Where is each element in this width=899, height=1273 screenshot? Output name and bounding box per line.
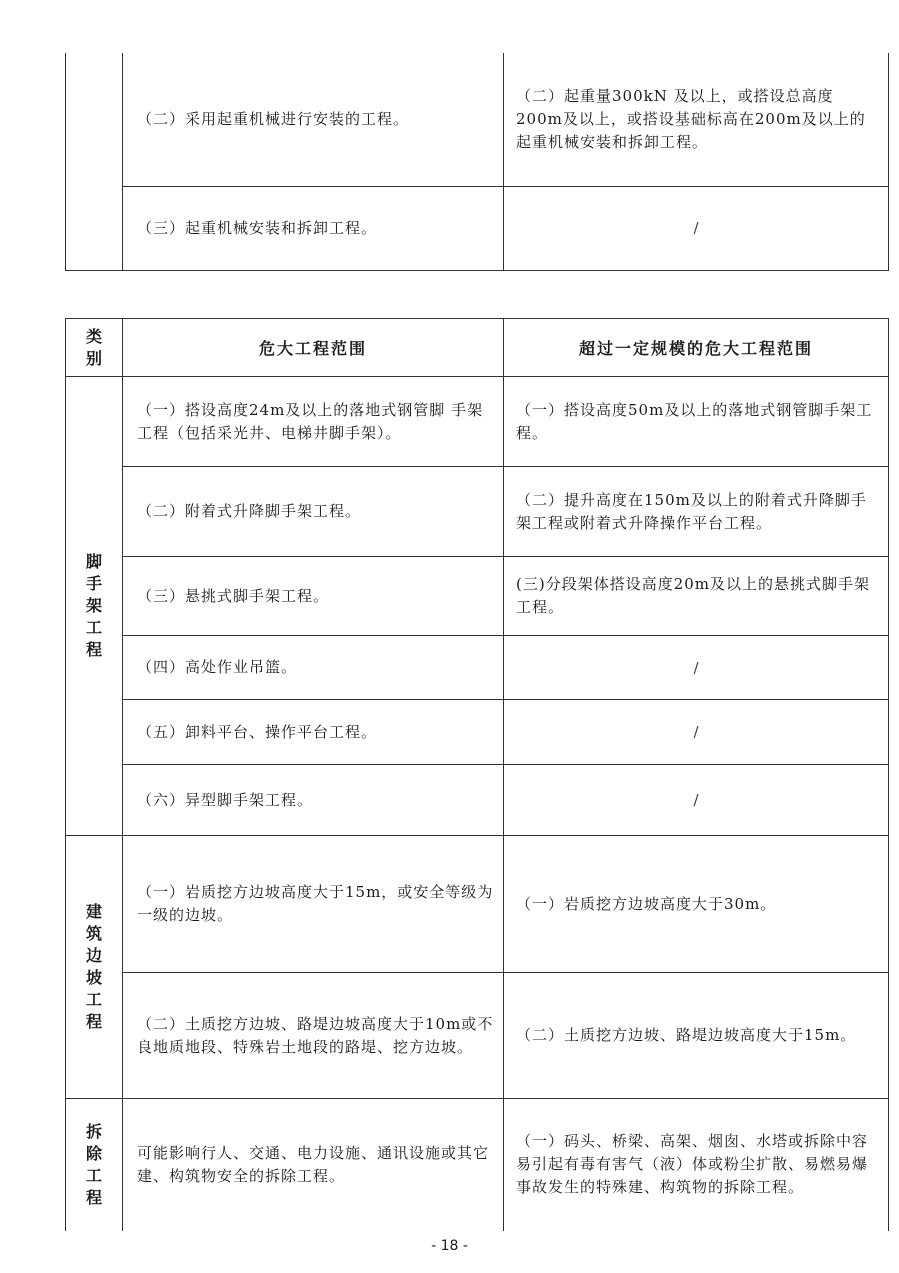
- over-scope-cell: (三)分段架体搭设高度20m及以上的悬挑式脚手架工程。: [504, 557, 889, 636]
- category-cell-continued: [66, 53, 123, 270]
- table-row: [66, 973, 889, 1099]
- header-category: 类别: [66, 319, 123, 377]
- over-scope-cell: （一）码头、桥梁、高架、烟囱、水塔或拆除中容易引起有毒有害气（液）体或粉尘扩散、易燃易爆事故发生的特殊建、构筑物的拆除工程。: [504, 1099, 889, 1231]
- scope-cell: （一）岩质挖方边坡高度大于15m，或安全等级为一级的边坡。: [123, 836, 504, 973]
- over-scope-cell: （一）岩质挖方边坡高度大于30m。: [504, 836, 889, 973]
- scope-cell: （二）采用起重机械进行安装的工程。: [123, 53, 504, 186]
- table-row: [66, 765, 889, 836]
- over-scope-cell: /: [504, 186, 889, 270]
- page-number: - 18 -: [431, 1238, 468, 1254]
- category-demolition: 拆除工程: [66, 1099, 123, 1231]
- scope-cell: （二）土质挖方边坡、路堤边坡高度大于10m或不良地质地段、特殊岩土地段的路堤、挖方边坡。: [123, 973, 504, 1099]
- scope-cell: （一）搭设高度24m及以上的落地式钢管脚 手架工程（包括采光井、电梯井脚手架）。: [123, 377, 504, 467]
- scope-cell: （四）高处作业吊篮。: [123, 636, 504, 700]
- table-row: [66, 636, 889, 700]
- over-scope-cell: /: [504, 765, 889, 836]
- table-row: [66, 836, 889, 973]
- table-header-row: [66, 319, 889, 377]
- scope-cell: （五）卸料平台、操作平台工程。: [123, 700, 504, 765]
- table-row: [66, 377, 889, 467]
- hazard-scope-table: [65, 318, 889, 1231]
- scope-cell: （三）悬挑式脚手架工程。: [123, 557, 504, 636]
- table-row: [66, 467, 889, 557]
- continued-table: [65, 53, 889, 271]
- scope-cell: 可能影响行人、交通、电力设施、通讯设施或其它建、构筑物安全的拆除工程。: [123, 1099, 504, 1231]
- scope-cell: （六）异型脚手架工程。: [123, 765, 504, 836]
- table-row: [66, 1099, 889, 1231]
- over-scope-cell: （二）起重量300kN 及以上，或搭设总高度200m及以上，或搭设基础标高在200m及以上的起重机械安装和拆卸工程。: [504, 53, 889, 186]
- scope-cell: （三）起重机械安装和拆卸工程。: [123, 186, 504, 270]
- over-scope-cell: /: [504, 700, 889, 765]
- table-row: [66, 53, 889, 186]
- header-over-scope: 超过一定规模的危大工程范围: [504, 319, 889, 377]
- over-scope-cell: （一）搭设高度50m及以上的落地式钢管脚手架工程。: [504, 377, 889, 467]
- scope-cell: （二）附着式升降脚手架工程。: [123, 467, 504, 557]
- over-scope-cell: （二）提升高度在150m及以上的附着式升降脚手架工程或附着式升降操作平台工程。: [504, 467, 889, 557]
- category-slope: 建筑边坡工程: [66, 836, 123, 1099]
- over-scope-cell: （二）土质挖方边坡、路堤边坡高度大于15m。: [504, 973, 889, 1099]
- header-scope: 危大工程范围: [123, 319, 504, 377]
- table-row: [66, 186, 889, 270]
- over-scope-cell: /: [504, 636, 889, 700]
- category-scaffold: 脚手架工程: [66, 377, 123, 836]
- table-row: [66, 700, 889, 765]
- table-row: [66, 557, 889, 636]
